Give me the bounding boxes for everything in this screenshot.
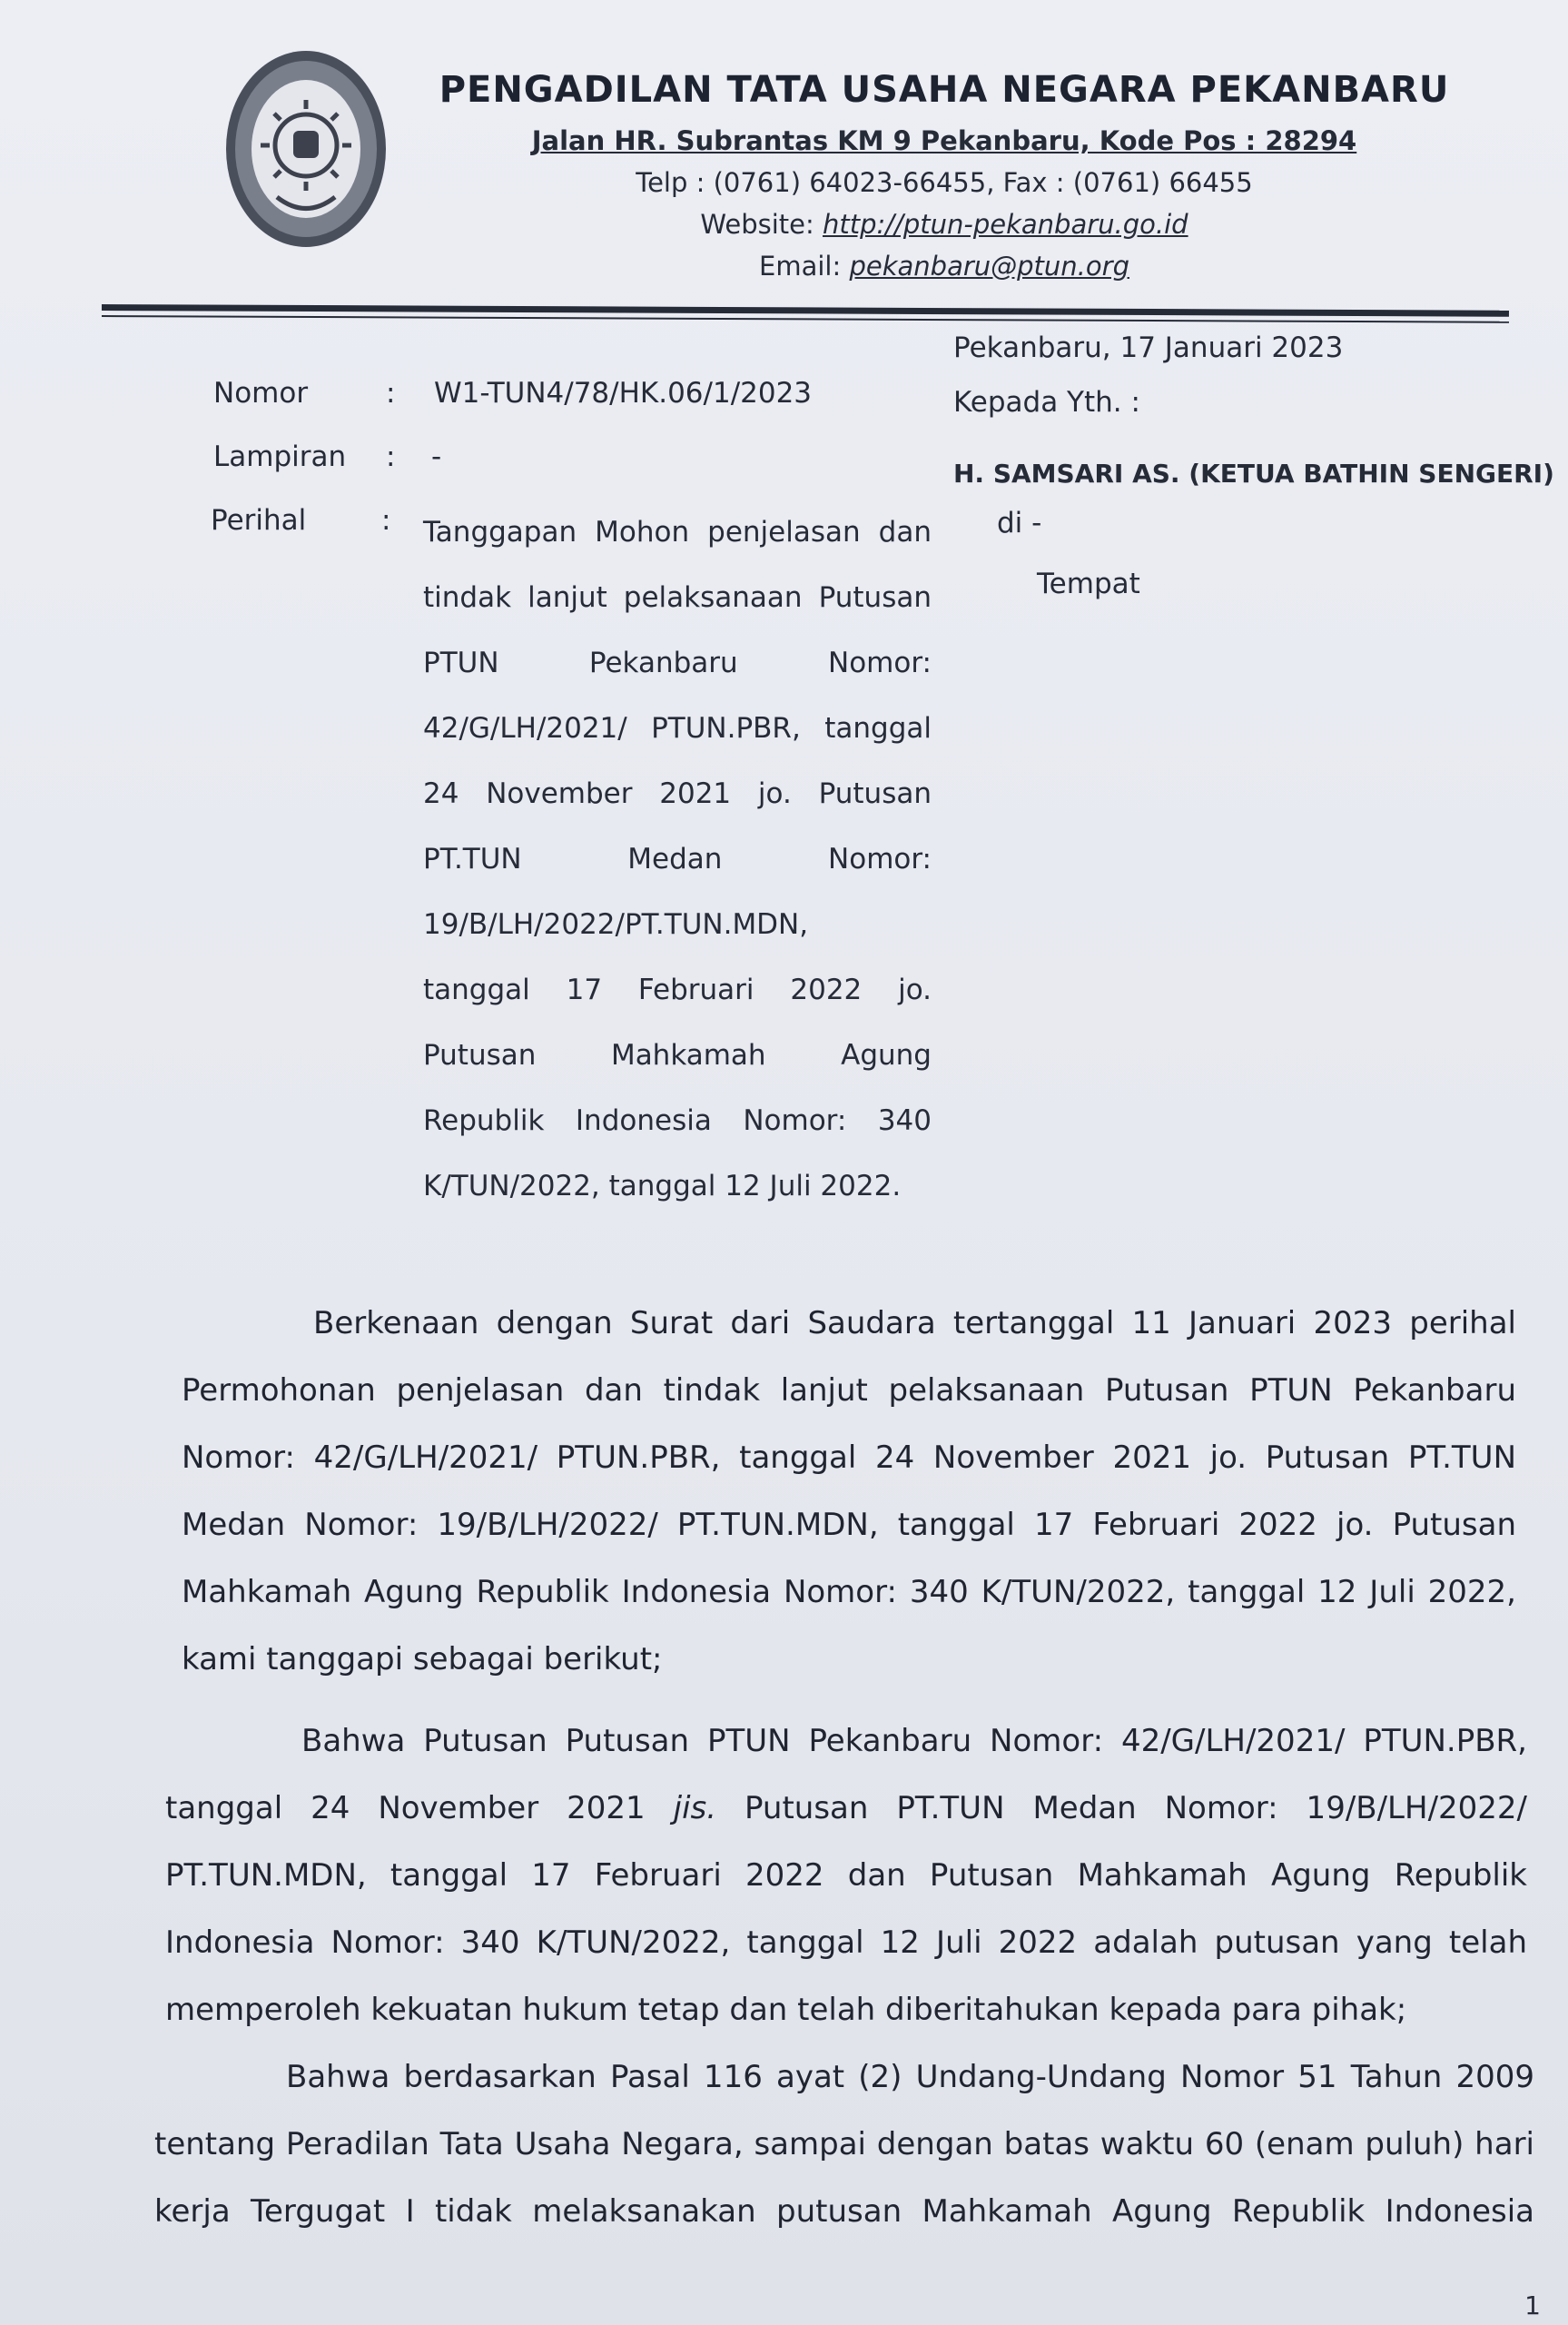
paragraph-fragment: Putusan PT.TUN Medan Nomor: 19/B/LH/2022/ bbox=[716, 1790, 1528, 1826]
email-link[interactable]: pekanbaru@ptun.org bbox=[849, 251, 1129, 282]
jis-italic: jis. bbox=[673, 1790, 717, 1826]
paragraph-line: Permohonan penjelasan dan tindak lanjut pelaksanaan Putusan PTUN Pekanbaru bbox=[182, 1372, 1516, 1409]
paragraph-line: Mahkamah Agung Republik Indonesia Nomor: 340 K/TUN/2022, tanggal 12 Juli 2022, bbox=[182, 1574, 1516, 1610]
perihal-line: PT.TUN Medan Nomor: bbox=[423, 843, 932, 876]
paragraph-line: Nomor: 42/G/LH/2021/ PTUN.PBR, tanggal 24 November 2021 jo. Putusan PT.TUN bbox=[182, 1440, 1516, 1476]
perihal-colon: : bbox=[381, 504, 391, 537]
paragraph-2 bbox=[165, 1707, 1527, 2043]
org-name: PENGADILAN TATA USAHA NEGARA PEKANBARU bbox=[439, 69, 1450, 111]
paragraph-line bbox=[165, 1775, 1527, 1842]
recipient-di: di - bbox=[997, 507, 1042, 539]
recipient-name: H. SAMSARI AS. (KETUA BATHIN SENGERI) bbox=[953, 459, 1554, 489]
org-website-line bbox=[409, 203, 1480, 245]
nomor-label: Nomor bbox=[213, 377, 309, 410]
perihal-line: 42/G/LH/2021/ PTUN.PBR, tanggal bbox=[423, 712, 932, 745]
paragraph-3 bbox=[154, 2043, 1534, 2245]
perihal-line: Republik Indonesia Nomor: 340 bbox=[423, 1104, 932, 1137]
recipient-tempat: Tempat bbox=[1037, 568, 1140, 600]
header-divider-thick bbox=[102, 304, 1509, 317]
email-label: Email: bbox=[759, 251, 850, 282]
court-seal-logo bbox=[222, 47, 390, 252]
lampiran-colon: : bbox=[386, 440, 396, 473]
perihal-line: tanggal 17 Februari 2022 jo. bbox=[423, 974, 932, 1006]
perihal-line: 19/B/LH/2022/PT.TUN.MDN, bbox=[423, 908, 809, 941]
paragraph-line: Berkenaan dengan Surat dari Saudara tertanggal 11 Januari 2023 perihal bbox=[313, 1305, 1516, 1341]
perihal-line: K/TUN/2022, tanggal 12 Juli 2022. bbox=[423, 1170, 902, 1202]
letter-date: Pekanbaru, 17 Januari 2023 bbox=[953, 331, 1344, 364]
page-number: 1 bbox=[1524, 2290, 1541, 2320]
perihal-line: tindak lanjut pelaksanaan Putusan bbox=[423, 581, 932, 614]
paragraph-line: Bahwa berdasarkan Pasal 116 ayat (2) Undang-Undang Nomor 51 Tahun 2009 bbox=[286, 2059, 1534, 2095]
paragraph-fragment: tanggal 24 November 2021 bbox=[165, 1790, 674, 1826]
org-phone: Telp : (0761) 64023-66455, Fax : (0761) 66455 bbox=[636, 167, 1253, 198]
recipient-salutation: Kepada Yth. : bbox=[953, 386, 1140, 419]
perihal-text bbox=[423, 500, 932, 1219]
org-address: Jalan HR. Subrantas KM 9 Pekanbaru, Kode Pos : 28294 bbox=[531, 125, 1357, 156]
paragraph-line: tentang Peradilan Tata Usaha Negara, sampai dengan batas waktu 60 (enam puluh) hari bbox=[154, 2126, 1534, 2162]
nomor-colon: : bbox=[386, 377, 396, 410]
letterhead bbox=[409, 69, 1480, 287]
paragraph-line: kami tanggapi sebagai berikut; bbox=[182, 1641, 663, 1677]
perihal-label: Perihal bbox=[211, 504, 307, 537]
paragraph-line: memperoleh kekuatan hukum tetap dan telah diberitahukan kepada para pihak; bbox=[165, 1992, 1407, 2028]
lampiran-label: Lampiran bbox=[213, 440, 347, 473]
lampiran-value: - bbox=[431, 440, 442, 473]
website-label: Website: bbox=[700, 209, 823, 240]
paragraph-line: Indonesia Nomor: 340 K/TUN/2022, tanggal 12 Juli 2022 adalah putusan yang telah bbox=[165, 1924, 1527, 1961]
perihal-line: Putusan Mahkamah Agung bbox=[423, 1039, 932, 1072]
paragraph-line: Medan Nomor: 19/B/LH/2022/ PT.TUN.MDN, tanggal 17 Februari 2022 jo. Putusan bbox=[182, 1507, 1516, 1543]
paragraph-line: Bahwa Putusan Putusan PTUN Pekanbaru Nomor: 42/G/LH/2021/ PTUN.PBR, bbox=[301, 1723, 1527, 1759]
website-link[interactable]: http://ptun-pekanbaru.go.id bbox=[823, 209, 1188, 240]
org-email-line bbox=[409, 245, 1480, 287]
perihal-line: 24 November 2021 jo. Putusan bbox=[423, 777, 932, 810]
perihal-line: PTUN Pekanbaru Nomor: bbox=[423, 647, 932, 679]
paragraph-line: PT.TUN.MDN, tanggal 17 Februari 2022 dan Putusan Mahkamah Agung Republik bbox=[165, 1857, 1527, 1894]
perihal-line: Tanggapan Mohon penjelasan dan bbox=[423, 516, 932, 549]
paragraph-1 bbox=[182, 1290, 1516, 1693]
header-divider-thin bbox=[102, 315, 1509, 323]
paragraph-line: kerja Tergugat I tidak melaksanakan putusan Mahkamah Agung Republik Indonesia bbox=[154, 2193, 1534, 2230]
nomor-value: W1-TUN4/78/HK.06/1/2023 bbox=[434, 377, 813, 410]
